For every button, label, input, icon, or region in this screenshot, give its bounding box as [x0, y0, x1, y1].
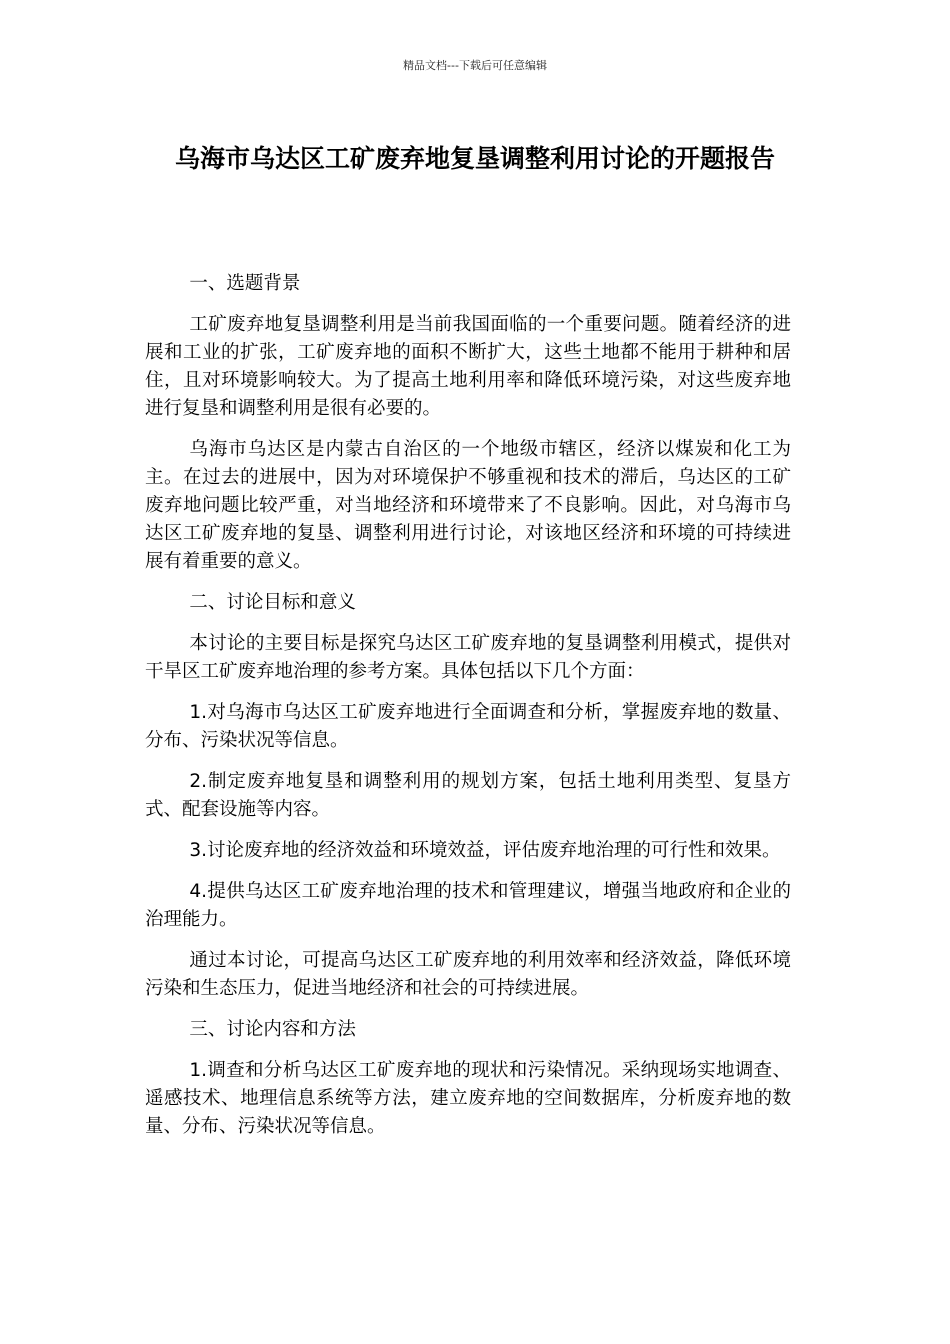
- section-heading-background: 一、选题背景: [189, 273, 301, 294]
- paragraph: 工矿废弃地复垦调整利用是当前我国面临的一个重要问题。随着经济的进展和工业的扩张，工矿废弃地的面积不断扩大，这些土地都不能用于耕种和居住，且对环境影响较大。为了提高土地利用率和降低环境污染，对这些废弃地进行复垦和调整利用是很有必要的。: [145, 314, 791, 419]
- document-title: 乌海市乌达区工矿废弃地复垦调整利用讨论的开题报告: [174, 144, 775, 173]
- list-item: 1.对乌海市乌达区工矿废弃地进行全面调查和分析，掌握废弃地的数量、分布、污染状况等信息。: [145, 702, 791, 751]
- paragraph: 通过本讨论，可提高乌达区工矿废弃地的利用效率和经济效益，降低环境污染和生态压力，促进当地经济和社会的可持续进展。: [145, 950, 791, 999]
- section-heading-methods: 三、讨论内容和方法: [189, 1019, 356, 1040]
- list-item: 4.提供乌达区工矿废弃地治理的技术和管理建议，增强当地政府和企业的治理能力。: [145, 881, 791, 930]
- document-body: [145, 270, 791, 1154]
- paragraph: 乌海市乌达区是内蒙古自治区的一个地级市辖区，经济以煤炭和化工为主。在过去的进展中，因为对环境保护不够重视和技术的滞后，乌达区的工矿废弃地问题比较严重，对当地经济和环境带来了不良影响。因此，对乌海市乌达区工矿废弃地的复垦、调整利用进行讨论，对该地区经济和环境的可持续进展有着重要的意义。: [145, 439, 791, 572]
- header-note: 精品文档---下载后可任意编辑: [403, 59, 547, 72]
- paragraph: 本讨论的主要目标是探究乌达区工矿废弃地的复垦调整利用模式，提供对干旱区工矿废弃地治理的参考方案。具体包括以下几个方面：: [145, 633, 791, 682]
- list-item: 3.讨论废弃地的经济效益和环境效益，评估废弃地治理的可行性和效果。: [189, 840, 781, 861]
- list-item: 2.制定废弃地复垦和调整利用的规划方案，包括土地利用类型、复垦方式、配套设施等内容。: [145, 771, 791, 820]
- section-heading-goals: 二、讨论目标和意义: [189, 592, 356, 613]
- list-item: 1.调查和分析乌达区工矿废弃地的现状和污染情况。采纳现场实地调查、遥感技术、地理信息系统等方法，建立废弃地的空间数据库，分析废弃地的数量、分布、污染状况等信息。: [145, 1060, 791, 1137]
